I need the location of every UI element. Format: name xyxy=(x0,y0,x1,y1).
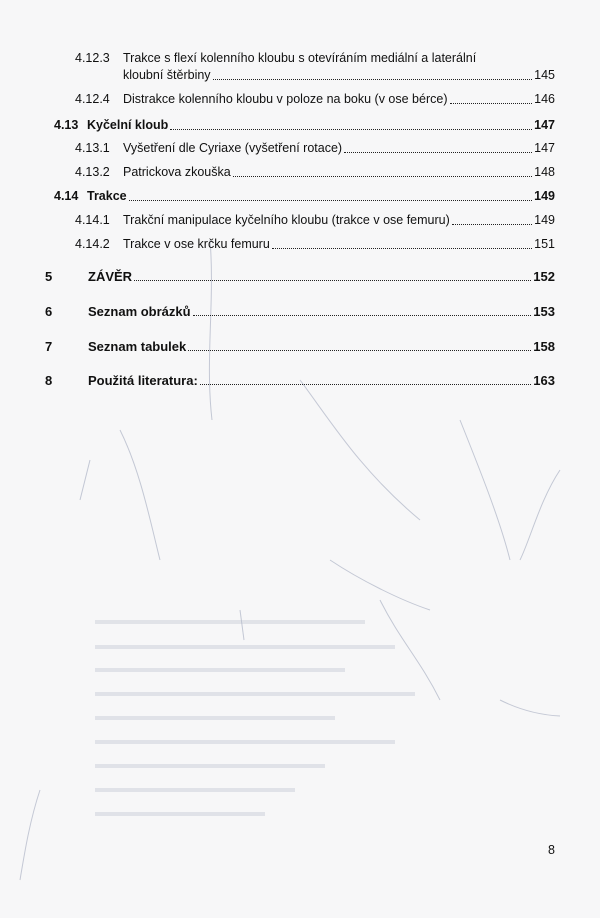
toc-number: 5 xyxy=(45,269,53,284)
dot-leader xyxy=(129,200,533,201)
dot-leader xyxy=(213,79,533,80)
toc-title: kloubní štěrbiny xyxy=(123,68,211,82)
toc-entry[interactable] xyxy=(75,92,555,107)
toc-title: Distrakce kolenního kloubu v poloze na boku (v ose bérce) xyxy=(123,92,448,106)
toc-page-number: 147 xyxy=(534,118,555,132)
toc-page-number: 148 xyxy=(534,165,555,179)
toc-entry[interactable] xyxy=(75,237,555,252)
toc-entry[interactable] xyxy=(54,118,555,133)
toc-entry[interactable] xyxy=(45,373,555,388)
toc-number: 6 xyxy=(45,304,53,319)
toc-entry[interactable] xyxy=(75,213,555,228)
toc-page-number: 151 xyxy=(534,237,555,251)
toc-entry[interactable] xyxy=(45,269,555,284)
toc-page-number: 152 xyxy=(533,269,555,284)
toc-title: Trakční manipulace kyčelního kloubu (trakce v ose femuru) xyxy=(123,213,450,227)
toc-title: Trakce xyxy=(87,189,127,203)
dot-leader xyxy=(170,129,532,130)
toc-number: 4.14.1 xyxy=(75,213,110,227)
dot-leader xyxy=(344,152,532,153)
dot-leader xyxy=(193,315,532,316)
toc-page-number: 149 xyxy=(534,189,555,203)
toc-number: 4.12.4 xyxy=(75,92,110,106)
toc-entry[interactable] xyxy=(75,165,555,180)
dot-leader xyxy=(188,350,531,351)
toc-entry[interactable] xyxy=(75,141,555,156)
toc-number: 4.13 xyxy=(54,118,79,132)
toc-number: 7 xyxy=(45,339,53,354)
toc-page-number: 145 xyxy=(534,68,555,82)
toc-title: Seznam obrázků xyxy=(88,304,191,319)
toc-page-number: 158 xyxy=(533,339,555,354)
dot-leader xyxy=(134,280,531,281)
toc-title: ZÁVĚR xyxy=(88,269,133,284)
toc-page-number: 163 xyxy=(533,373,555,388)
toc-entry[interactable] xyxy=(45,304,555,319)
toc-title: Vyšetření dle Cyriaxe (vyšetření rotace) xyxy=(123,141,343,155)
toc-title: Trakce v ose krčku femuru xyxy=(123,237,270,251)
toc-title: Seznam tabulek xyxy=(88,339,187,354)
dot-leader xyxy=(233,176,532,177)
toc-number: 4.14.2 xyxy=(75,237,110,251)
toc-number: 8 xyxy=(45,373,53,388)
toc-page-number: 146 xyxy=(534,92,555,106)
toc-number: 4.13.2 xyxy=(75,165,110,179)
toc-entry[interactable] xyxy=(54,189,555,204)
toc-number: 4.13.1 xyxy=(75,141,110,155)
dot-leader xyxy=(272,248,532,249)
toc-page-number: 149 xyxy=(534,213,555,227)
dot-leader xyxy=(450,103,533,104)
toc-entry[interactable] xyxy=(45,339,555,354)
toc-number: 4.12.3 xyxy=(75,51,110,65)
toc-title: Trakce s flexí kolenního kloubu s otevíráním mediální a laterální xyxy=(123,51,477,65)
page-number: 8 xyxy=(548,843,555,857)
dot-leader xyxy=(200,384,532,385)
toc-title: Patrickova zkouška xyxy=(123,165,231,179)
toc-page-number: 153 xyxy=(533,304,555,319)
toc-number: 4.14 xyxy=(54,189,79,203)
toc-entry-continuation[interactable] xyxy=(123,68,555,83)
toc-title: Použitá literatura: xyxy=(88,373,198,388)
dot-leader xyxy=(452,224,532,225)
toc-entry[interactable] xyxy=(75,51,555,66)
toc-title: Kyčelní kloub xyxy=(87,118,169,132)
toc-page-number: 147 xyxy=(534,141,555,155)
